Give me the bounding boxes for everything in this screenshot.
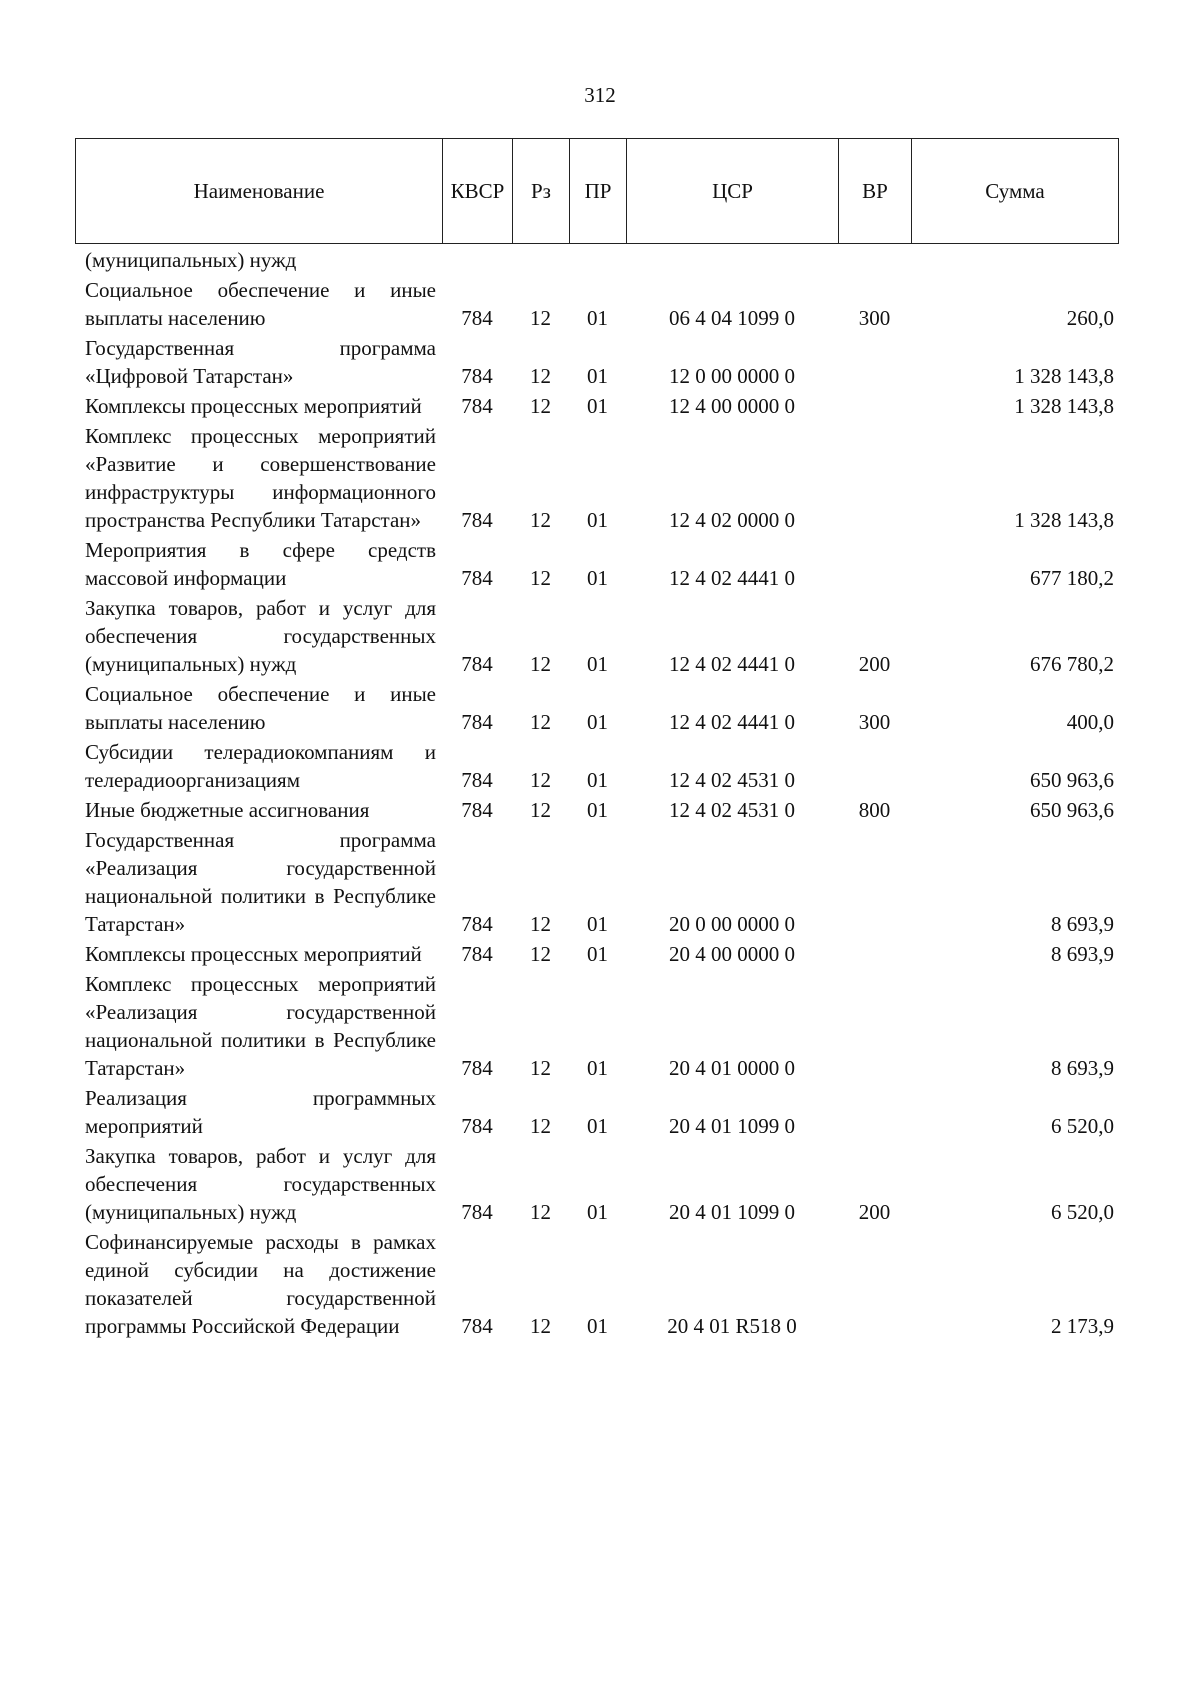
cell-name: Комплекс процессных мероприятий «Реализация государственной национальной политики в Республике Татарстан» bbox=[85, 972, 436, 1080]
cell-pr: 01 bbox=[587, 394, 608, 418]
cell-csr: 12 4 02 4441 0 bbox=[669, 652, 795, 676]
header-vr: ВР bbox=[839, 139, 912, 244]
cell-sum: 650 963,6 bbox=[1030, 768, 1114, 792]
table-header bbox=[75, 138, 1119, 244]
cell-rz: 12 bbox=[530, 364, 551, 388]
header-pr: ПР bbox=[570, 139, 627, 244]
cell-name: Софинансируемые расходы в рамках единой субсидии на достижение показателей государственной программы Российской Федерации bbox=[85, 1230, 436, 1338]
table-row bbox=[75, 680, 1118, 738]
cell-rz: 12 bbox=[530, 1056, 551, 1080]
cell-csr: 06 4 04 1099 0 bbox=[669, 306, 795, 330]
cell-vr: 800 bbox=[858, 798, 891, 822]
cell-rz: 12 bbox=[530, 942, 551, 966]
cell-csr bbox=[626, 246, 838, 276]
cell-pr: 01 bbox=[587, 942, 608, 966]
cell-kvsr: 784 bbox=[461, 508, 493, 532]
cell-csr: 20 4 01 1099 0 bbox=[669, 1200, 795, 1224]
cell-kvsr: 784 bbox=[461, 1200, 493, 1224]
cell-pr: 01 bbox=[587, 1056, 608, 1080]
cell-sum: 677 180,2 bbox=[1030, 566, 1114, 590]
cell-vr bbox=[838, 970, 911, 1084]
cell-pr: 01 bbox=[587, 306, 608, 330]
table-row bbox=[75, 392, 1118, 422]
table-row bbox=[75, 334, 1118, 392]
cell-sum: 676 780,2 bbox=[1030, 652, 1114, 676]
cell-vr bbox=[838, 334, 911, 392]
cell-kvsr: 784 bbox=[461, 768, 493, 792]
table-row bbox=[75, 1084, 1118, 1142]
table-row bbox=[75, 246, 1118, 276]
cell-pr: 01 bbox=[587, 1114, 608, 1138]
cell-sum: 8 693,9 bbox=[1051, 912, 1114, 936]
cell-vr bbox=[838, 1228, 911, 1342]
cell-name: Закупка товаров, работ и услуг для обеспечения государственных (муниципальных) нужд bbox=[85, 1144, 436, 1224]
cell-csr: 20 4 00 0000 0 bbox=[669, 942, 795, 966]
cell-rz: 12 bbox=[530, 912, 551, 936]
cell-rz: 12 bbox=[530, 394, 551, 418]
cell-vr bbox=[838, 422, 911, 536]
cell-pr: 01 bbox=[587, 508, 608, 532]
cell-pr: 01 bbox=[587, 912, 608, 936]
cell-pr: 01 bbox=[587, 1200, 608, 1224]
cell-name: Реализация программных мероприятий bbox=[85, 1086, 436, 1138]
cell-pr: 01 bbox=[587, 768, 608, 792]
cell-csr: 12 4 00 0000 0 bbox=[669, 394, 795, 418]
cell-sum: 1 328 143,8 bbox=[1014, 394, 1114, 418]
cell-pr: 01 bbox=[587, 1314, 608, 1338]
cell-rz: 12 bbox=[530, 798, 551, 822]
header-csr: ЦСР bbox=[627, 139, 839, 244]
cell-sum: 2 173,9 bbox=[1051, 1314, 1114, 1338]
cell-rz: 12 bbox=[530, 652, 551, 676]
header-rz: Рз bbox=[513, 139, 570, 244]
cell-vr bbox=[838, 738, 911, 796]
cell-name: Социальное обеспечение и иные выплаты населению bbox=[85, 278, 436, 330]
cell-sum bbox=[911, 246, 1118, 276]
cell-rz: 12 bbox=[530, 1114, 551, 1138]
cell-csr: 12 0 00 0000 0 bbox=[669, 364, 795, 388]
table-row bbox=[75, 738, 1118, 796]
cell-kvsr: 784 bbox=[461, 306, 493, 330]
cell-rz: 12 bbox=[530, 768, 551, 792]
cell-kvsr: 784 bbox=[461, 1114, 493, 1138]
table-row bbox=[75, 970, 1118, 1084]
table-row bbox=[75, 422, 1118, 536]
table-row bbox=[75, 940, 1118, 970]
cell-csr: 20 0 00 0000 0 bbox=[669, 912, 795, 936]
header-name: Наименование bbox=[76, 139, 443, 244]
cell-rz: 12 bbox=[530, 1314, 551, 1338]
cell-vr: 200 bbox=[858, 1200, 891, 1224]
cell-vr bbox=[838, 246, 911, 276]
cell-rz: 12 bbox=[530, 508, 551, 532]
table-row bbox=[75, 826, 1118, 940]
cell-vr: 200 bbox=[858, 652, 891, 676]
cell-name: Комплексы процессных мероприятий bbox=[85, 942, 422, 966]
table-row bbox=[75, 796, 1118, 826]
cell-pr bbox=[569, 246, 626, 276]
cell-sum: 6 520,0 bbox=[1051, 1114, 1114, 1138]
cell-name: (муниципальных) нужд bbox=[85, 248, 297, 272]
cell-name: Комплекс процессных мероприятий «Развитие и совершенствование инфраструктуры информационного пространства Республики Татарстан» bbox=[85, 424, 436, 532]
cell-pr: 01 bbox=[587, 798, 608, 822]
cell-name: Мероприятия в сфере средств массовой информации bbox=[85, 538, 436, 590]
cell-kvsr: 784 bbox=[461, 394, 493, 418]
cell-sum: 260,0 bbox=[1066, 306, 1114, 330]
table-row bbox=[75, 1142, 1118, 1228]
cell-vr: 300 bbox=[858, 306, 891, 330]
cell-csr: 12 4 02 4441 0 bbox=[669, 566, 795, 590]
cell-csr: 12 4 02 4531 0 bbox=[669, 798, 795, 822]
cell-kvsr: 784 bbox=[461, 652, 493, 676]
table-row bbox=[75, 1228, 1118, 1342]
cell-kvsr: 784 bbox=[461, 942, 493, 966]
cell-rz bbox=[512, 246, 569, 276]
cell-kvsr bbox=[442, 246, 512, 276]
cell-name: Государственная программа «Цифровой Татарстан» bbox=[85, 336, 436, 388]
header-sum: Сумма bbox=[912, 139, 1119, 244]
cell-sum: 8 693,9 bbox=[1051, 942, 1114, 966]
cell-csr: 12 4 02 4441 0 bbox=[669, 710, 795, 734]
cell-rz: 12 bbox=[530, 566, 551, 590]
table-row bbox=[75, 276, 1118, 334]
cell-csr: 20 4 01 R518 0 bbox=[667, 1314, 797, 1338]
cell-pr: 01 bbox=[587, 566, 608, 590]
cell-sum: 8 693,9 bbox=[1051, 1056, 1114, 1080]
cell-csr: 12 4 02 0000 0 bbox=[669, 508, 795, 532]
cell-csr: 12 4 02 4531 0 bbox=[669, 768, 795, 792]
cell-vr bbox=[838, 536, 911, 594]
cell-pr: 01 bbox=[587, 710, 608, 734]
cell-name: Субсидии телерадиокомпаниям и телерадиоорганизациям bbox=[85, 740, 436, 792]
cell-rz: 12 bbox=[530, 1200, 551, 1224]
cell-kvsr: 784 bbox=[461, 1056, 493, 1080]
cell-name: Социальное обеспечение и иные выплаты населению bbox=[85, 682, 436, 734]
cell-name: Закупка товаров, работ и услуг для обеспечения государственных (муниципальных) нужд bbox=[85, 596, 436, 676]
cell-vr bbox=[838, 1084, 911, 1142]
page-number: 312 bbox=[584, 83, 616, 107]
cell-pr: 01 bbox=[587, 364, 608, 388]
cell-csr: 20 4 01 1099 0 bbox=[669, 1114, 795, 1138]
cell-name: Комплексы процессных мероприятий bbox=[85, 394, 422, 418]
budget-table bbox=[75, 246, 1118, 1342]
table-row bbox=[75, 594, 1118, 680]
cell-rz: 12 bbox=[530, 306, 551, 330]
cell-kvsr: 784 bbox=[461, 566, 493, 590]
cell-vr bbox=[838, 826, 911, 940]
table-row bbox=[75, 536, 1118, 594]
cell-name: Иные бюджетные ассигнования bbox=[85, 798, 370, 822]
cell-sum: 1 328 143,8 bbox=[1014, 364, 1114, 388]
cell-sum: 1 328 143,8 bbox=[1014, 508, 1114, 532]
cell-kvsr: 784 bbox=[461, 798, 493, 822]
cell-sum: 6 520,0 bbox=[1051, 1200, 1114, 1224]
cell-rz: 12 bbox=[530, 710, 551, 734]
cell-kvsr: 784 bbox=[461, 710, 493, 734]
cell-csr: 20 4 01 0000 0 bbox=[669, 1056, 795, 1080]
cell-pr: 01 bbox=[587, 652, 608, 676]
cell-sum: 400,0 bbox=[1066, 710, 1114, 734]
cell-kvsr: 784 bbox=[461, 912, 493, 936]
cell-vr bbox=[838, 940, 911, 970]
cell-sum: 650 963,6 bbox=[1030, 798, 1114, 822]
cell-vr: 300 bbox=[858, 710, 891, 734]
cell-vr bbox=[838, 392, 911, 422]
header-kvsr: КВСР bbox=[443, 139, 513, 244]
cell-kvsr: 784 bbox=[461, 364, 493, 388]
cell-kvsr: 784 bbox=[461, 1314, 493, 1338]
cell-name: Государственная программа «Реализация государственной национальной политики в Республике Татарстан» bbox=[85, 828, 436, 936]
